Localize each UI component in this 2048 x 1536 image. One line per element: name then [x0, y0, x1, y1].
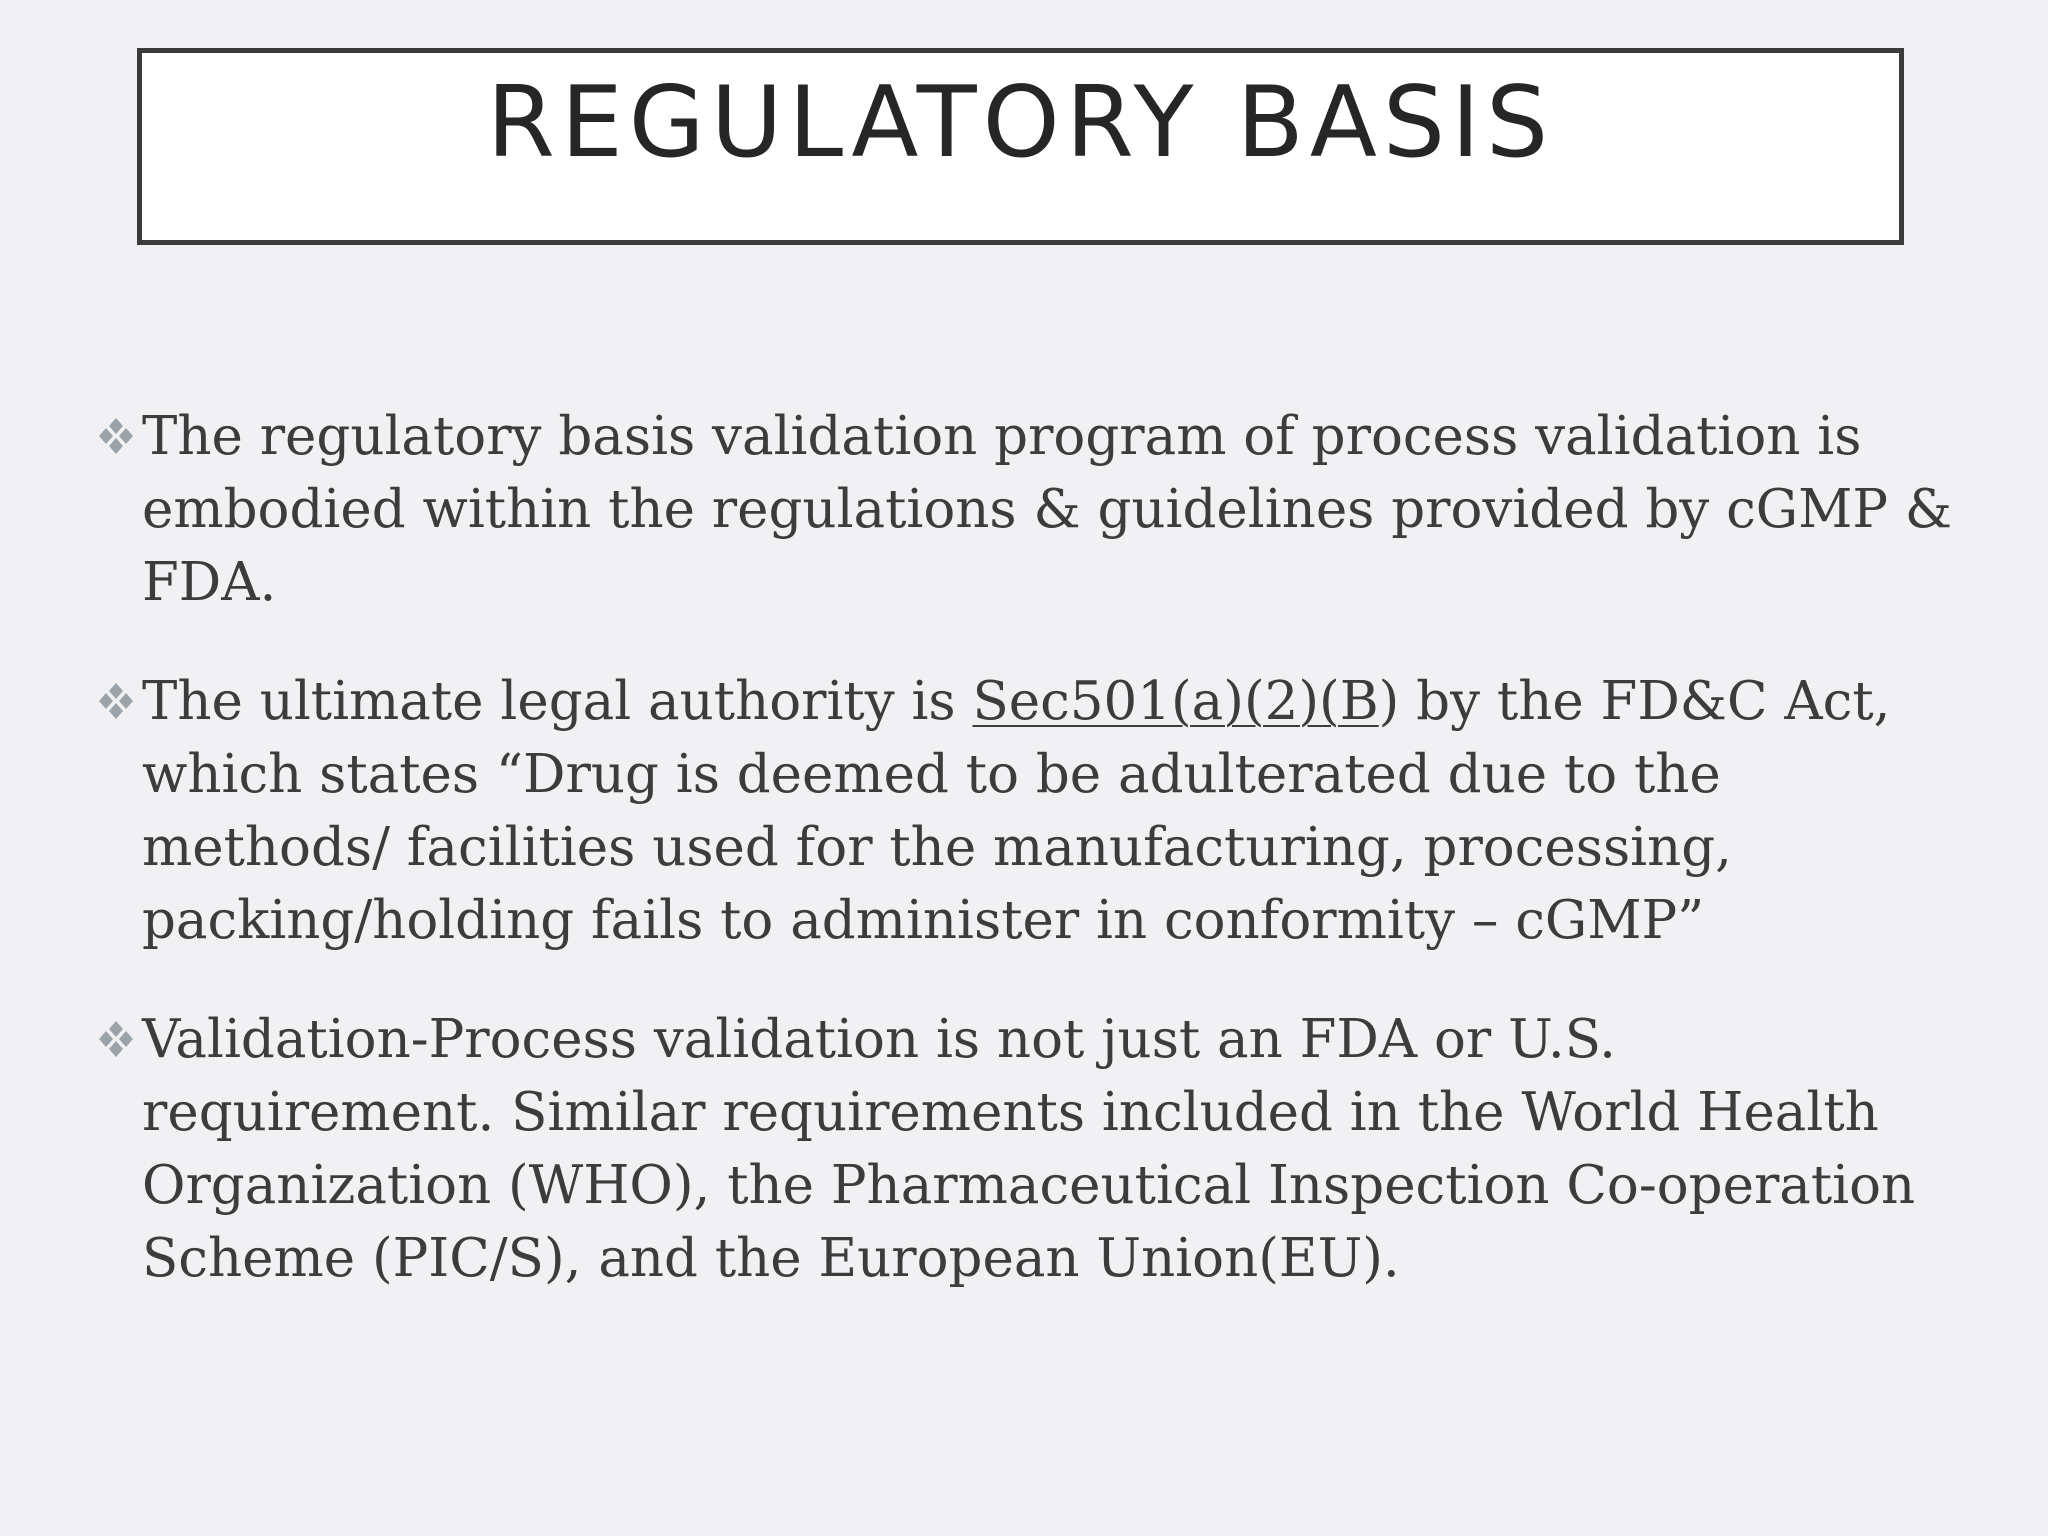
bullet-text-2-before: The ultimate legal authority is [142, 671, 973, 732]
four-diamond-bullet-icon [96, 416, 136, 456]
bullet-item-1 [90, 400, 1970, 619]
bullet-text-3: Validation-Process validation is not just an FDA or U.S. requirement. Similar requirements included in the World Health Organization (WHO), the Pharmaceutical Inspection Co-operation Scheme (PIC/S), and the European Union(EU). [142, 1009, 1916, 1289]
bullet-list [90, 400, 1970, 1341]
title-box [137, 48, 1904, 245]
sec501-link[interactable]: Sec501(a)(2)(B [972, 671, 1379, 732]
four-diamond-bullet-icon [96, 681, 136, 721]
slide-title: REGULATORY BASIS [486, 66, 1555, 180]
bullet-item-2 [90, 665, 1970, 957]
four-diamond-bullet-icon [96, 1019, 136, 1059]
bullet-text-2-after: ) by the FD&C Act, which states “Drug is deemed to be adulterated due to the methods/ facilities used for the manufacturing, processing, packing/holding fails to administer in conformity – cGMP” [142, 671, 1891, 951]
bullet-text-1: The regulatory basis validation program of process validation is embodied within the regulations & guidelines provided by cGMP & FDA. [142, 406, 1953, 613]
bullet-item-3 [90, 1003, 1970, 1295]
